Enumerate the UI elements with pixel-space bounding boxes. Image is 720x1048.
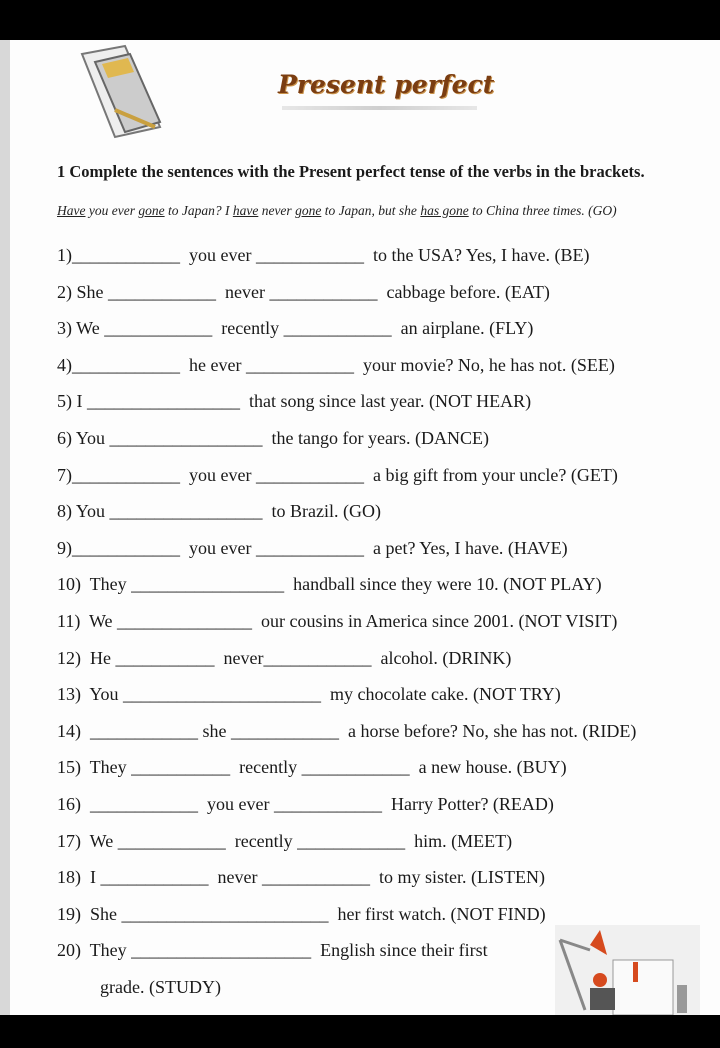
example-text: you ever — [85, 203, 139, 218]
exercise-item-16[interactable]: 16) ____________ you ever ____________ Harry Potter? (READ) — [57, 794, 554, 814]
example-text: to Japan, but she — [321, 203, 421, 218]
exercise-item-17[interactable]: 17) We ____________ recently ____________ him. (MEET) — [57, 830, 513, 851]
page-edge — [0, 40, 10, 1015]
document-pencil-icon — [70, 42, 180, 152]
exercise-item-11[interactable]: 11) We _______________ our cousins in America since 2001. (NOT VISIT) — [57, 611, 618, 631]
example-text: never — [258, 203, 296, 218]
example-answer: gone — [138, 203, 165, 218]
instructions: 1 Complete the sentences with the Present perfect tense of the verbs in the brackets. — [57, 162, 645, 181]
exercise-item-1[interactable]: 1)____________ you ever ____________ to the USA? Yes, I have. (BE) — [57, 245, 590, 265]
exercise-item-9[interactable]: 9)____________ you ever ____________ a pet? Yes, I have. (HAVE) — [57, 537, 568, 558]
exercise-item-6[interactable]: 6) You _________________ the tango for years. (DANCE) — [57, 428, 489, 448]
example-answer: Have — [57, 203, 86, 218]
exercise-item-20-continuation: grade. (STUDY) — [100, 977, 221, 997]
exercise-item-14[interactable]: 14) ____________ she ____________ a horse before? No, she has not. (RIDE) — [57, 720, 637, 741]
exercise-item-13[interactable]: 13) You ______________________ my chocolate cake. (NOT TRY) — [57, 684, 561, 705]
exercise-item-8[interactable]: 8) You _________________ to Brazil. (GO) — [57, 501, 381, 522]
exercise-item-3[interactable]: 3) We ____________ recently ____________ an airplane. (FLY) — [57, 318, 534, 339]
example-text: to China three times. (GO) — [468, 203, 617, 218]
example-answer: gone — [295, 203, 322, 218]
page-title: Present perfect — [278, 70, 495, 99]
example-answer: have — [232, 203, 259, 218]
exercise-item-20[interactable]: 20) They ____________________ English since their first — [57, 940, 488, 961]
exercise-item-7[interactable]: 7)____________ you ever ____________ a big gift from your uncle? (GET) — [57, 464, 618, 485]
exercise-item-5[interactable]: 5) I _________________ that song since last year. (NOT HEAR) — [57, 391, 532, 412]
example-answer: has gone — [420, 203, 469, 218]
example-sentence — [57, 203, 617, 219]
exercise-item-4[interactable]: 4)____________ he ever ____________ your movie? No, he has not. (SEE) — [57, 354, 615, 375]
exercise-item-19[interactable]: 19) She _______________________ her first watch. (NOT FIND) — [57, 903, 546, 924]
worksheet-page — [0, 40, 720, 1015]
exercise-item-2[interactable]: 2) She ____________ never ____________ cabbage before. (EAT) — [57, 281, 550, 302]
exercise-item-10[interactable]: 10) They _________________ handball since they were 10. (NOT PLAY) — [57, 574, 602, 595]
exercise-item-18[interactable]: 18) I ____________ never ____________ to my sister. (LISTEN) — [57, 867, 545, 888]
title-reflection — [282, 106, 477, 110]
study-desk-illustration — [555, 920, 700, 1015]
exercise-item-15[interactable]: 15) They ___________ recently ____________ a new house. (BUY) — [57, 757, 567, 778]
exercise-item-12[interactable]: 12) He ___________ never____________ alcohol. (DRINK) — [57, 647, 512, 668]
example-text: to Japan? I — [164, 203, 233, 218]
